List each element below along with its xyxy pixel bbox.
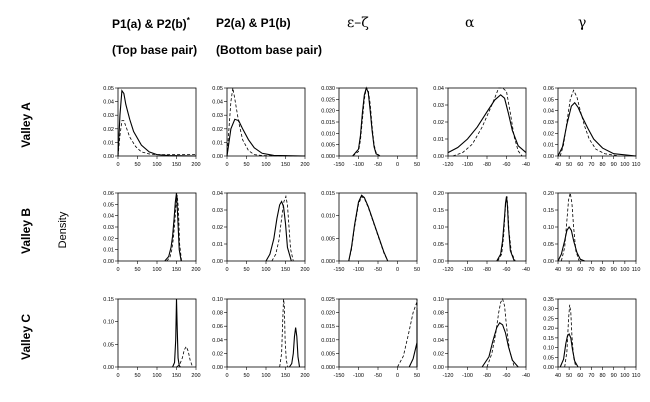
y-tick-label: 0.00	[543, 365, 554, 371]
y-tick-label: 0.04	[543, 108, 554, 115]
y-tick-label: 0.05	[103, 202, 114, 209]
y-tick-label: 0.00	[433, 154, 444, 160]
y-tick-label: 0.02	[212, 351, 223, 358]
y-tick-label: 0.10	[433, 225, 444, 231]
x-tick-label: -50	[374, 373, 382, 379]
y-tick-label: 0.20	[543, 191, 554, 197]
x-tick-label: 150	[280, 373, 291, 379]
x-tick-label: 0	[395, 373, 400, 379]
y-tick-label: 0.010	[321, 213, 335, 220]
column-subheader-2: (Bottom base pair)	[216, 43, 323, 57]
x-tick-label: 0	[116, 373, 120, 379]
x-tick-label: 40	[554, 373, 562, 379]
x-tick-label: 110	[631, 373, 641, 379]
x-tick-label: 50	[134, 373, 141, 379]
y-tick-label: 0.05	[433, 242, 444, 248]
row-label-valley-a: Valley A	[19, 102, 33, 148]
panel-frame	[339, 299, 417, 367]
solid-density-line	[353, 88, 380, 156]
x-tick-label: 70	[588, 373, 595, 379]
x-tick-label: 70	[588, 267, 595, 273]
x-tick-label: 50	[243, 267, 250, 273]
x-tick-label: 0	[395, 162, 400, 168]
x-tick-label: -150	[333, 373, 345, 379]
solid-density-line	[173, 299, 181, 367]
y-tick-label: 0.20	[543, 326, 554, 333]
x-tick-label: -100	[461, 267, 474, 273]
x-tick-label: 50	[134, 162, 141, 168]
x-tick-label: 100	[152, 373, 162, 379]
y-tick-label: 0.025	[321, 297, 335, 303]
x-tick-label: 40	[554, 162, 562, 168]
column-header-4: α	[465, 15, 475, 31]
x-tick-label: 80	[599, 162, 606, 168]
panel-r2-c5	[543, 191, 640, 273]
x-tick-label: 100	[261, 373, 271, 379]
x-tick-label: 50	[413, 267, 421, 273]
row-label-valley-c: Valley C	[19, 313, 33, 361]
y-tick-label: 0.025	[321, 97, 335, 104]
column-subheader-1: (Top base pair)	[112, 43, 198, 57]
solid-density-line	[558, 103, 636, 156]
x-tick-label: 150	[171, 267, 182, 273]
x-tick-label: 200	[300, 162, 310, 168]
x-tick-label: 100	[261, 162, 271, 168]
x-tick-label: 100	[620, 267, 630, 273]
dashed-density-line	[353, 88, 380, 156]
y-tick-label: 0.04	[212, 337, 223, 344]
y-tick-label: 0.010	[321, 337, 335, 344]
panel-r3-c5	[543, 297, 640, 379]
y-tick-label: 0.06	[543, 86, 554, 92]
panel-r3-c2	[212, 297, 309, 379]
column-header-3: ε–ζ	[347, 15, 369, 31]
x-tick-label: -80	[483, 373, 491, 379]
x-tick-label: 0	[395, 267, 400, 273]
solid-density-line	[409, 310, 417, 367]
y-tick-label: 0.000	[321, 365, 335, 371]
x-tick-label: 110	[631, 267, 641, 273]
y-tick-label: 0.01	[103, 247, 114, 254]
x-tick-label: -60	[502, 373, 511, 379]
x-tick-label: 100	[620, 373, 630, 379]
y-tick-label: 0.03	[103, 113, 114, 120]
panel-r1-c1	[103, 86, 200, 168]
column-header-1: P1(a) & P2(b)*	[112, 16, 190, 31]
y-tick-label: 0.000	[321, 154, 335, 160]
x-tick-label: -50	[374, 162, 382, 168]
column-header-2: P2(a) & P1(b)	[216, 16, 291, 30]
dashed-density-line	[487, 299, 514, 367]
x-tick-label: -100	[352, 373, 365, 379]
panel-frame	[558, 299, 636, 367]
x-tick-label: 200	[191, 267, 201, 273]
y-tick-label: 0.04	[433, 86, 444, 92]
x-tick-label: -100	[461, 373, 474, 379]
y-tick-label: 0.00	[212, 365, 223, 371]
panel-r2-c2	[212, 191, 309, 273]
y-tick-label: 0.04	[103, 213, 114, 220]
panel-r3-c4	[433, 297, 530, 379]
y-tick-label: 0.06	[433, 324, 444, 331]
x-tick-label: 200	[191, 373, 201, 379]
y-tick-label: 0.15	[103, 297, 114, 303]
y-tick-label: 0.00	[212, 154, 223, 160]
x-tick-label: 90	[610, 373, 617, 379]
x-tick-label: -100	[461, 162, 474, 168]
y-tick-label: 0.00	[433, 259, 444, 265]
panel-frame	[118, 299, 196, 367]
y-tick-label: 0.20	[433, 191, 444, 197]
y-tick-label: 0.10	[543, 345, 554, 352]
panel-r1-c3	[321, 86, 420, 168]
x-tick-label: 50	[566, 162, 573, 168]
x-tick-label: 150	[280, 162, 291, 168]
x-tick-label: 50	[566, 267, 573, 273]
y-tick-label: 0.03	[103, 225, 114, 231]
y-tick-label: 0.03	[212, 208, 223, 214]
y-tick-label: 0.05	[212, 86, 223, 92]
y-tick-label: 0.05	[103, 342, 114, 349]
y-tick-label: 0.02	[543, 131, 554, 138]
dashed-density-line	[560, 90, 619, 156]
dashed-density-line	[453, 88, 522, 156]
x-tick-label: -40	[522, 162, 530, 168]
x-tick-label: -100	[352, 162, 365, 168]
y-tick-label: 0.10	[212, 297, 223, 303]
x-tick-label: 200	[300, 267, 310, 273]
x-tick-label: 150	[171, 162, 182, 168]
y-tick-label: 0.00	[103, 259, 114, 265]
panel-r2-c1	[103, 191, 200, 273]
x-tick-label: 50	[566, 373, 573, 379]
panel-frame	[227, 193, 305, 261]
panel-r3-c1	[103, 297, 200, 379]
y-tick-label: 0.01	[543, 142, 554, 149]
y-tick-label: 0.005	[321, 142, 335, 149]
panel-r2-c3	[321, 191, 420, 273]
x-tick-label: 50	[243, 162, 250, 168]
x-tick-label: 60	[577, 267, 584, 273]
y-tick-label: 0.03	[433, 103, 444, 109]
panel-r1-c5	[543, 86, 640, 168]
solid-density-line	[448, 95, 526, 153]
y-tick-label: 0.01	[212, 140, 223, 147]
panel-frame	[558, 88, 636, 156]
x-tick-label: 100	[261, 267, 271, 273]
y-tick-label: 0.015	[321, 324, 335, 331]
x-tick-label: 0	[225, 162, 229, 168]
y-tick-label: 0.10	[543, 225, 554, 231]
solid-density-line	[118, 91, 196, 156]
y-tick-label: 0.10	[103, 319, 114, 326]
x-tick-label: 60	[577, 373, 584, 379]
y-tick-label: 0.030	[321, 86, 335, 92]
x-tick-label: 70	[588, 162, 595, 168]
x-tick-label: 50	[243, 373, 250, 379]
y-tick-label: 0.05	[543, 97, 554, 104]
y-tick-label: 0.08	[433, 310, 444, 317]
y-axis-label-density: Density	[57, 211, 69, 249]
panel-frame	[118, 88, 196, 156]
y-tick-label: 0.06	[103, 191, 114, 197]
y-tick-label: 0.15	[433, 208, 444, 214]
x-tick-label: 100	[152, 162, 162, 168]
y-tick-label: 0.02	[103, 126, 114, 133]
panel-r1-c4	[433, 86, 530, 168]
x-tick-label: 110	[631, 162, 641, 168]
x-tick-label: 50	[134, 267, 141, 273]
y-tick-label: 0.00	[543, 259, 554, 265]
y-tick-label: 0.015	[321, 191, 335, 197]
dashed-density-line	[498, 196, 516, 261]
y-tick-label: 0.02	[212, 225, 223, 231]
y-tick-label: 0.04	[212, 99, 223, 106]
y-tick-label: 0.35	[543, 297, 554, 303]
x-tick-label: -50	[374, 267, 382, 273]
x-tick-label: 50	[413, 162, 421, 168]
x-tick-label: 100	[620, 162, 630, 168]
x-tick-label: 150	[171, 373, 182, 379]
column-header-5: γ	[578, 15, 587, 31]
y-tick-label: 0.15	[543, 208, 554, 214]
y-tick-label: 0.01	[212, 242, 223, 248]
y-tick-label: 0.03	[212, 113, 223, 120]
y-tick-label: 0.03	[543, 120, 554, 126]
x-tick-label: 90	[610, 162, 617, 168]
x-tick-label: -60	[502, 267, 511, 273]
x-tick-label: 80	[599, 267, 606, 273]
y-tick-label: 0.08	[212, 310, 223, 317]
x-tick-label: 50	[413, 373, 421, 379]
x-tick-label: -60	[502, 162, 511, 168]
y-tick-label: 0.05	[103, 86, 114, 92]
y-tick-label: 0.015	[321, 120, 335, 126]
y-tick-label: 0.04	[212, 191, 223, 197]
panel-frame	[448, 193, 526, 261]
y-tick-label: 0.01	[433, 137, 444, 143]
panel-frame	[339, 88, 417, 156]
x-tick-label: 150	[280, 267, 291, 273]
x-tick-label: -40	[522, 373, 530, 379]
x-tick-label: -150	[333, 267, 345, 273]
y-tick-label: 0.005	[321, 351, 335, 358]
y-tick-label: 0.02	[433, 351, 444, 358]
y-tick-label: 0.020	[321, 108, 335, 115]
y-tick-label: 0.020	[321, 310, 335, 317]
dashed-density-line	[280, 299, 288, 367]
y-tick-label: 0.02	[433, 120, 444, 126]
panel-frame	[448, 299, 526, 367]
x-tick-label: -150	[333, 162, 345, 168]
y-tick-label: 0.15	[543, 335, 554, 342]
y-tick-label: 0.02	[212, 126, 223, 133]
x-tick-label: 0	[116, 267, 120, 273]
x-tick-label: 200	[191, 162, 201, 168]
y-tick-label: 0.000	[321, 259, 335, 265]
solid-density-line	[560, 334, 578, 367]
x-tick-label: 60	[577, 162, 584, 168]
dashed-density-line	[118, 121, 196, 156]
y-tick-label: 0.04	[103, 99, 114, 106]
y-tick-label: 0.01	[103, 140, 114, 147]
x-tick-label: -40	[522, 267, 530, 273]
solid-density-line	[165, 193, 181, 261]
solid-density-line	[349, 195, 388, 261]
solid-density-line	[558, 227, 585, 261]
x-tick-label: 80	[599, 373, 606, 379]
x-tick-label: 0	[116, 162, 120, 168]
x-tick-label: -120	[442, 162, 454, 168]
x-tick-label: 90	[610, 267, 617, 273]
y-tick-label: 0.30	[543, 306, 554, 313]
panel-r1-c2	[212, 86, 309, 168]
panel-r3-c3	[321, 297, 420, 379]
x-tick-label: -80	[483, 267, 491, 273]
y-tick-label: 0.005	[321, 236, 335, 243]
row-label-valley-b: Valley B	[19, 207, 33, 255]
y-tick-label: 0.05	[543, 242, 554, 248]
dashed-density-line	[227, 88, 305, 156]
solid-density-line	[289, 328, 299, 367]
y-tick-label: 0.00	[543, 154, 554, 160]
x-tick-label: -80	[483, 162, 491, 168]
x-tick-label: -100	[352, 267, 365, 273]
y-tick-label: 0.10	[433, 297, 444, 303]
y-tick-label: 0.00	[103, 365, 114, 371]
y-tick-label: 0.05	[543, 355, 554, 362]
panel-frame	[118, 193, 196, 261]
panel-r2-c4	[433, 191, 530, 273]
solid-density-line	[227, 119, 305, 156]
x-tick-label: 0	[225, 267, 229, 273]
x-tick-label: -120	[442, 373, 454, 379]
y-tick-label: 0.00	[103, 154, 114, 160]
x-tick-label: 100	[152, 267, 162, 273]
x-tick-label: 40	[554, 267, 562, 273]
y-tick-label: 0.04	[433, 337, 444, 344]
y-tick-label: 0.25	[543, 316, 554, 323]
y-tick-label: 0.00	[212, 259, 223, 265]
y-tick-label: 0.010	[321, 131, 335, 138]
x-tick-label: 0	[225, 373, 229, 379]
y-tick-label: 0.02	[103, 236, 114, 243]
y-tick-label: 0.06	[212, 324, 223, 331]
x-tick-label: -120	[442, 267, 454, 273]
x-tick-label: 200	[300, 373, 310, 379]
y-tick-label: 0.00	[433, 365, 444, 371]
